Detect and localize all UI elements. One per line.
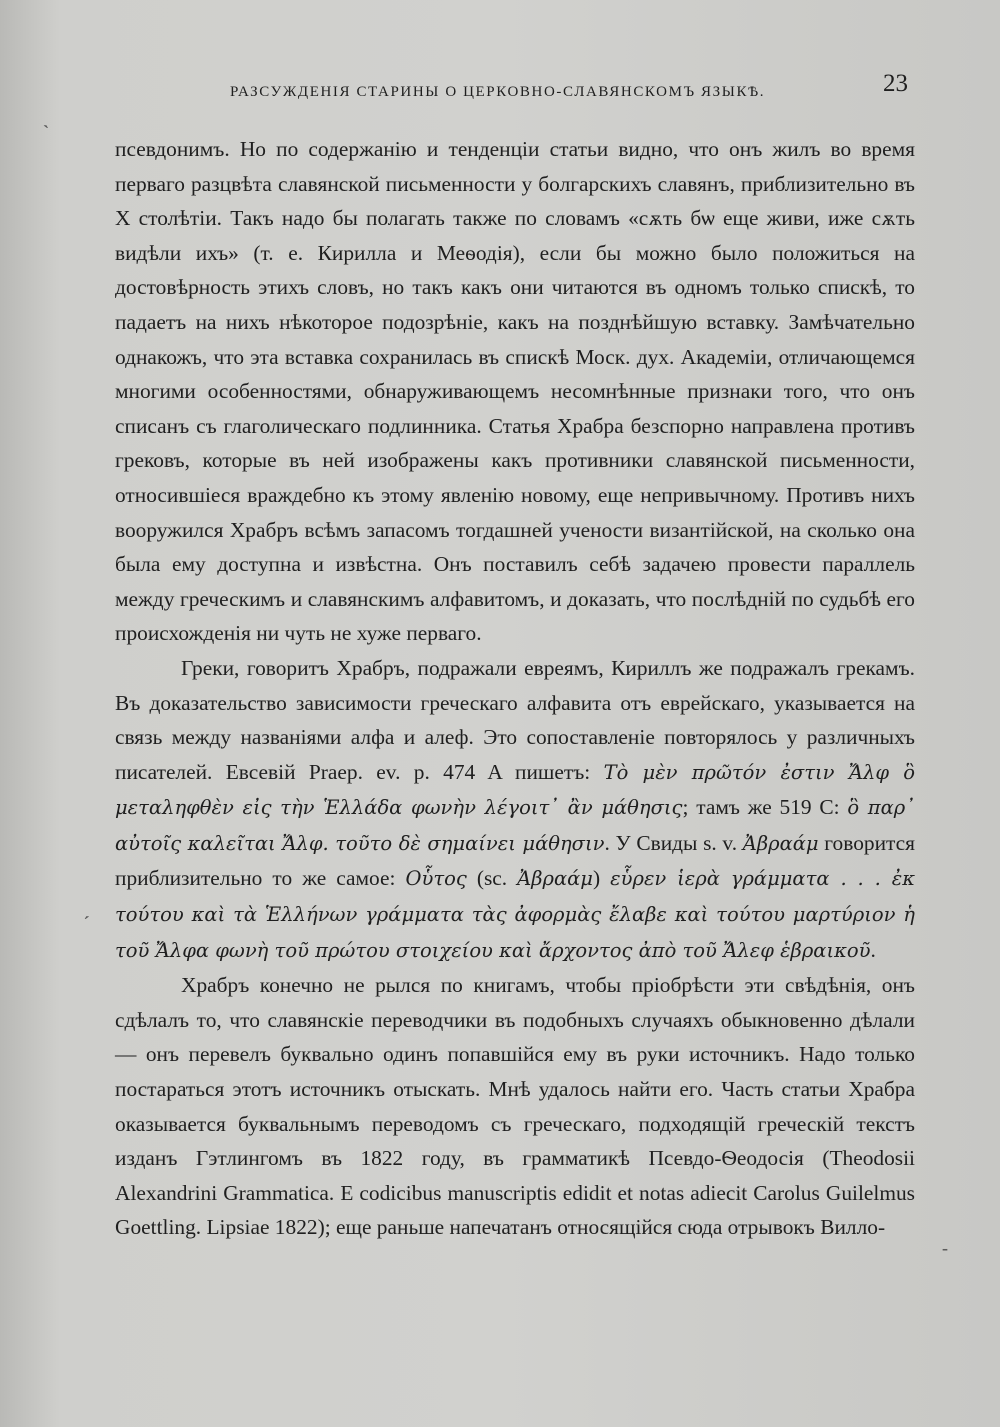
margin-tick-mark: ‐ bbox=[942, 1238, 948, 1258]
greek-word: Ἀβραάμ bbox=[517, 867, 593, 891]
paragraph-text: ; тамъ же 519 C: bbox=[682, 795, 848, 820]
paragraph-text: (sc. bbox=[466, 866, 518, 891]
greek-word: Ἀβραάμ bbox=[742, 831, 819, 855]
page-number: 23 bbox=[883, 70, 908, 97]
paragraph-text: ) bbox=[593, 866, 611, 891]
paragraph-text: . У Свиды s. v. bbox=[604, 830, 743, 855]
margin-tick-mark: ˏ bbox=[84, 899, 90, 919]
page-header bbox=[118, 70, 908, 110]
paragraph: псевдонимъ. Но по содержанію и тенденціи статьи видно, что онъ жилъ во время перваго разцвѣта славянской письменности у болгарскихъ славянъ, приблизительно въ X столѣтіи. Такъ надо бы полагать также по словамъ «сѫть бѡ еще живи, иже сѫть видѣли ихъ» (т. е. Кирилла и Меѳодія), если бы можно было положиться на достовѣрность этихъ словъ, но такъ какъ они читаются въ одномъ только спискѣ, то падаетъ на нихъ нѣкоторое подозрѣніе, какъ на позднѣйшую вставку. Замѣчательно однакожъ, что эта вставка сохранилась въ спискѣ Моск. дух. Академіи, отличающемся многими особенностями, обнаруживающемъ несомнѣнные признаки того, что онъ списанъ съ глаголическаго подлинника. Статья Храбра безспорно направлена противъ грековъ, которые въ ней изображены какъ противники славянской письменности, относившіеся враждебно къ этому явленію новому, еще непривычному. Противъ нихъ вооружился Храбръ всѣмъ запасомъ тогдашней учености византійской, на сколько она была ему доступна и извѣстна. Онъ поставилъ себѣ задачею провести параллель между греческимъ и славянскимъ алфавитомъ, и доказать, что послѣдній по судьбѣ его происхожденія ни чуть не хуже перваго. bbox=[115, 137, 915, 646]
margin-tick-mark: ˎ bbox=[43, 108, 49, 128]
greek-quote: εὗρεν ἱερὰ γράμματα . . . ἐκ τούτου καὶ τὰ Ἑλλήνων γράμματα τὰς ἀφορμὰς ἔλαβε καὶ τούτου μαρτύριον ἡ τοῦ Ἄλφα φωνὴ τοῦ πρώτου στοιχείου καὶ ἄρχοντος ἀπὸ τοῦ Ἄλεφ ἑβραικοῦ bbox=[115, 867, 915, 962]
paragraph-text: Греки, говоритъ Храбръ, подражали евреямъ, Кириллъ же подражалъ грекамъ. Въ доказательство зависимости греческаго алфавита отъ еврейскаго, указывается на связь между названіями алфа и алеф. Это сопоставленіе повторялось у различныхъ писателей. Евсевій Praep. ev. p. 474 A пишетъ: bbox=[115, 655, 915, 784]
paragraph: Храбръ конечно не рылся по книгамъ, чтобы пріобрѣсти эти свѣдѣнія, онъ сдѣлалъ то, что славянскіе переводчики въ подобныхъ случаяхъ обыкновенно дѣлали — онъ перевелъ буквально одинъ попавшійся ему въ руки источникъ. Надо только постараться этотъ источникъ отыскать. Мнѣ удалось найти его. Часть статьи Храбра оказывается буквальнымъ переводомъ съ греческаго, подходящій греческій текстъ изданъ Гэтлингомъ въ 1822 году, въ грамматикѣ Псевдо-Ѳеодосія (Theodosii Alexandrini Grammatica. E codicibus manuscriptis edidit et notas adiecit Carolus Guilelmus Goettling. Lipsiae 1822); еще раньше напечатанъ относящійся сюда отрывокъ Вилло- bbox=[115, 973, 915, 1240]
page-content bbox=[115, 132, 915, 1245]
paragraph-text: . bbox=[870, 937, 876, 962]
greek-word: Οὗτος bbox=[405, 867, 467, 891]
greek-quote: Τὸ μὲν πρῶτόν ἐστιν Ἄλφ ὃ μεταληφθὲν εἰς τὴν Ἑλλάδα φωνὴν λέγοιτ᾽ ἂν μάθησις bbox=[115, 760, 915, 820]
paragraph bbox=[115, 651, 915, 968]
running-title: РАЗСУЖДЕНІЯ СТАРИНЫ О ЦЕРКОВНО-СЛАВЯНСКОМЪ ЯЗЫКѢ. bbox=[230, 84, 766, 100]
greek-quote: ὃ παρ᾽ αὐτοῖς καλεῖται Ἄλφ. τοῦτο δὲ σημαίνει μάθησιν bbox=[115, 796, 915, 855]
paragraph-text: говорится приблизительно то же самое: bbox=[115, 830, 915, 891]
